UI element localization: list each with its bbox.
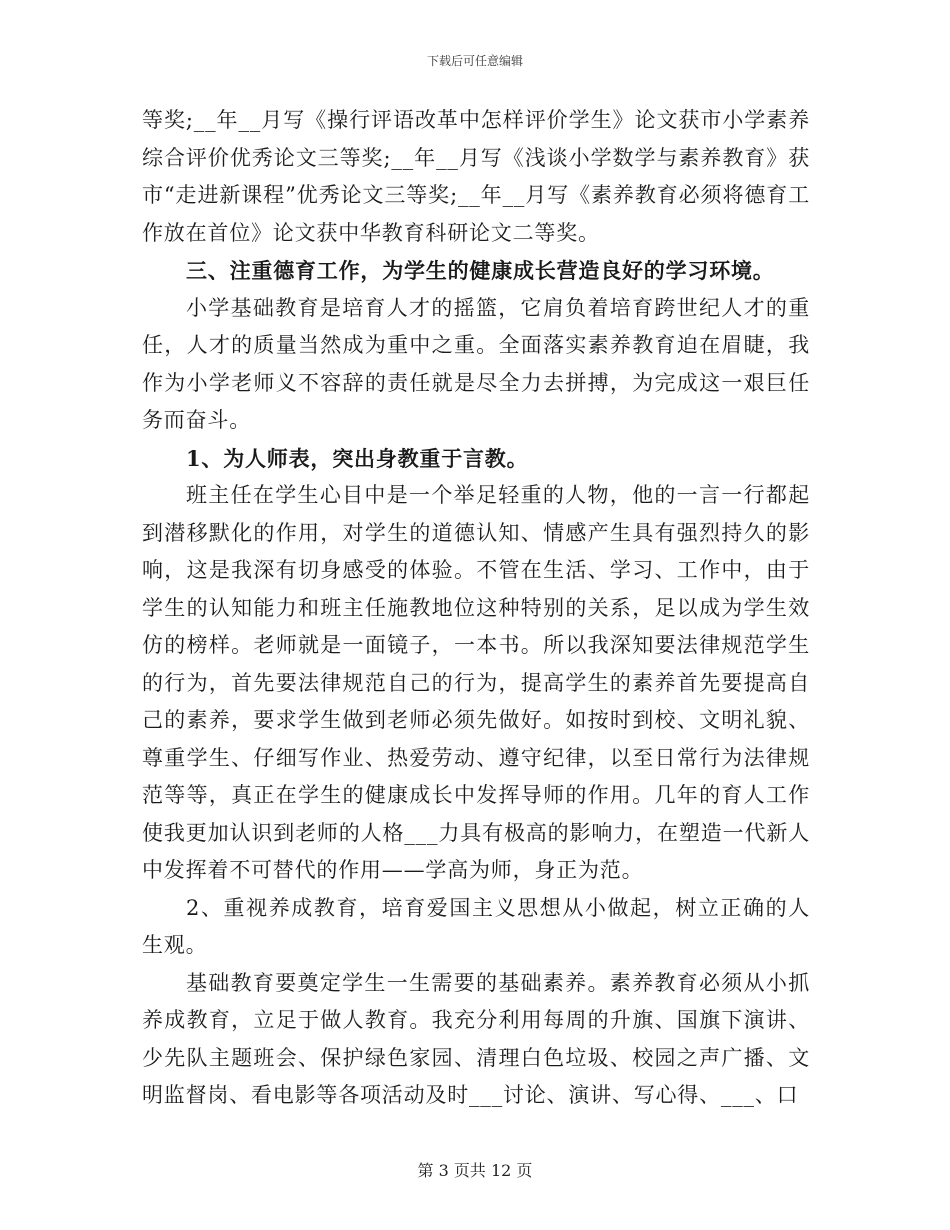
paragraph-basic-literacy: 基础教育要奠定学生一生需要的基础素养。素养教育必须从小抓养成教育，立足于做人教育。我充分利用每周的升旗、国旗下演讲、少先队主题班会、保护绿色家园、清理白色垃圾、校园之声广播、文明监督岗、看电影等各项活动及时___讨论、演讲、写心得、___、口: [142, 970, 810, 1107]
subheading-habit-education: 2、重视养成教育，培育爱国主义思想从小做起，树立正确的人生观。: [142, 895, 810, 957]
subheading-lead-by-example: 1、为人师表，突出身教重于言教。: [186, 445, 529, 471]
page-footer-number: 第 3 页共 12 页: [417, 1161, 533, 1180]
paragraph-basic-education: 小学基础教育是培育人才的摇篮，它肩负着培育跨世纪人才的重任，人才的质量当然成为重中之重。全面落实素养教育迫在眉睫，我作为小学老师义不容辞的责任就是尽全力去拼搏，为完成这一艰巨任务而奋斗。: [142, 295, 810, 432]
paragraph-head-teacher: 班主任在学生心目中是一个举足轻重的人物，他的一言一行都起到潜移默化的作用，对学生的道德认知、情感产生具有强烈持久的影响，这是我深有切身感受的体验。不管在生活、学习、工作中，由于学生的认知能力和班主任施教地位这种特别的关系，足以成为学生效仿的榜样。老师就是一面镜子，一本书。所以我深知要法律规范学生的行为，首先要法律规范自己的行为，提高学生的素养首先要提高自己的素养，要求学生做到老师必须先做好。如按时到校、文明礼貌、尊重学生、仔细写作业、热爱劳动、遵守纪律，以至日常行为法律规范等等，真正在学生的健康成长中发挥导师的作用。几年的育人工作使我更加认识到老师的人格___力具有极高的影响力，在塑造一代新人中发挥着不可替代的作用——学高为师，身正为范。: [142, 483, 810, 882]
paragraph-awards: 等奖;__年__月写《操行评语改革中怎样评价学生》论文获市小学素养综合评价优秀论文三等奖;__年__月写《浅谈小学数学与素养教育》获市“走进新课程”优秀论文三等奖;__年__月写《素养教育必须将德育工作放在首位》论文获中华教育科研论文二等奖。: [142, 108, 810, 245]
document-body: [142, 102, 810, 1115]
section-heading-moral-education: 三、注重德育工作，为学生的健康成长营造良好的学习环境。: [186, 258, 775, 283]
page-header-note: 下载后可任意编辑: [426, 54, 523, 68]
